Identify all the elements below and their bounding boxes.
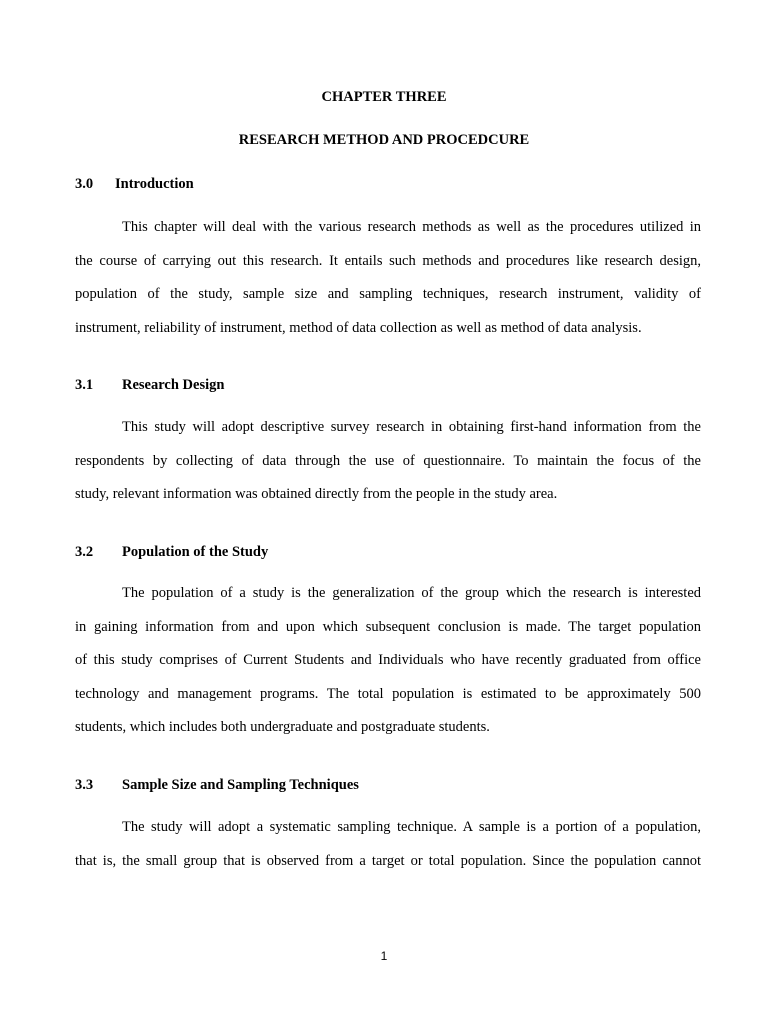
chapter-title: CHAPTER THREE: [321, 89, 447, 105]
paragraph-line: instrument, reliability of instrument, method of data collection as well as method of data analysis.: [75, 319, 642, 336]
section-number: 3.1: [75, 377, 94, 393]
paragraph-line: in gaining information from and upon which subsequent conclusion is made. The target population: [75, 618, 701, 635]
section-title: Sample Size and Sampling Techniques: [122, 777, 359, 793]
paragraph-line: study, relevant information was obtained directly from the people in the study area.: [75, 486, 558, 503]
section-number: 3.3: [75, 777, 94, 793]
section-paragraph-3-3: [75, 811, 701, 878]
section-paragraph-3-0: [75, 211, 701, 345]
paragraph-line: The population of a study is the generalization of the group which the research is interested: [122, 585, 701, 601]
paragraph-line: respondents by collecting of data through the use of questionnaire. To maintain the focus of the: [75, 452, 701, 469]
paragraph-line: students, which includes both undergraduate and postgraduate students.: [75, 719, 490, 736]
section-title: Research Design: [122, 377, 225, 393]
section-heading-3-1: [75, 376, 225, 394]
paragraph-line: technology and management programs. The total population is estimated to be approximately 500: [75, 685, 701, 702]
section-number: 3.0: [75, 176, 94, 192]
paragraph-line: This chapter will deal with the various research methods as well as the procedures utilized in: [122, 219, 701, 235]
section-title: Introduction: [115, 176, 194, 192]
paragraph-line: of this study comprises of Current Students and Individuals who have recently graduated from office: [75, 652, 701, 669]
paragraph-line: the course of carrying out this research. It entails such methods and procedures like research design,: [75, 252, 701, 269]
section-title: Population of the Study: [122, 544, 269, 560]
paragraph-line: The study will adopt a systematic sampling technique. A sample is a portion of a population,: [122, 819, 701, 835]
section-heading-3-3: [75, 776, 359, 794]
section-heading-3-0: [75, 175, 194, 193]
paragraph-line: that is, the small group that is observed from a target or total population. Since the population cannot: [75, 852, 701, 869]
chapter-subtitle: RESEARCH METHOD AND PROCEDCURE: [238, 132, 530, 148]
section-paragraph-3-2: [75, 577, 701, 745]
section-number: 3.2: [75, 544, 94, 560]
paragraph-line: population of the study, sample size and sampling techniques, research instrument, validity of: [75, 286, 701, 303]
section-paragraph-3-1: [75, 411, 701, 512]
paragraph-line: This study will adopt descriptive survey research in obtaining first-hand information from the: [122, 419, 701, 435]
section-heading-3-2: [75, 543, 269, 561]
page-number: 1: [380, 949, 388, 963]
